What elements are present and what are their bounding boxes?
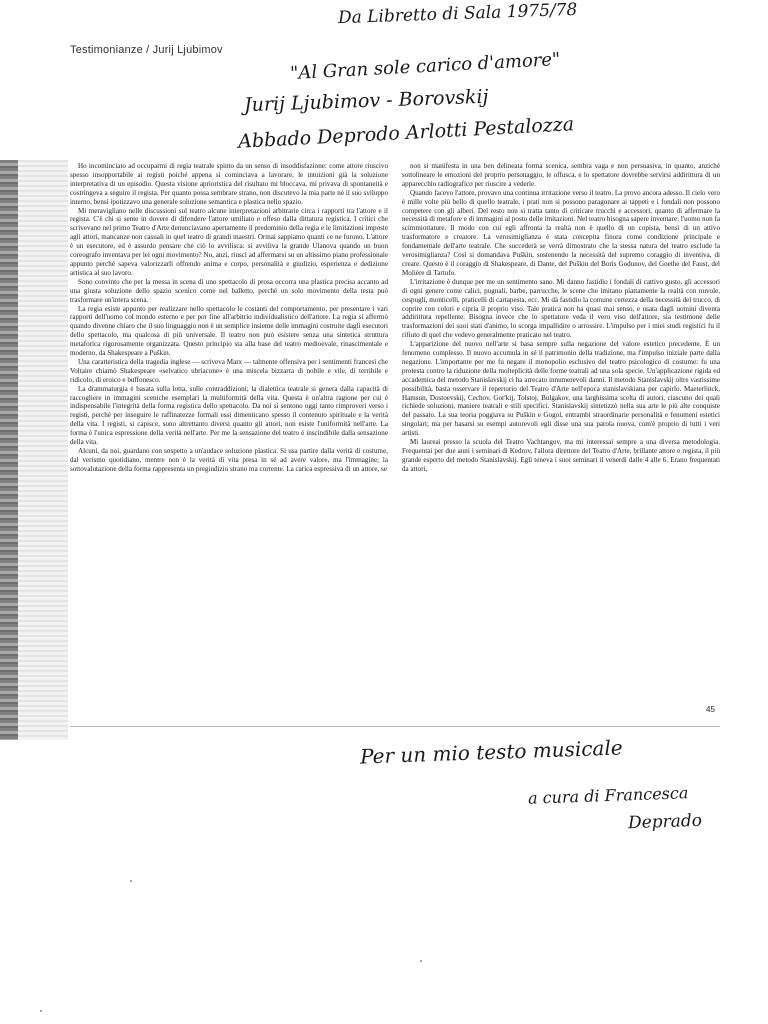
- article-column-right: [402, 162, 720, 474]
- handwritten-note-line2: a cura di Francesca: [527, 783, 689, 808]
- article-paragraph: L'apparizione del nuovo nell'arte si basa sempre sulla negazione del valore estetico precedente. È un fenomeno complesso. Il nuovo accumula in sé il patrimonio della tradizione, ma l'impulso iniziale parte dalla negazione. L'importante per me fu negare il monopolio esclusivo del teatro psicologico di costume: fu una protesta contro la riduzione della molteplicità delle forme teatrali ad una sola specie. Un'applicazione rigida ed accademica del metodo Stanislavskij ci ha arrecato innumerevoli danni. Il metodo Stanislavskij oltre vastissime possibilità, basta osservare il repertorio del Teatro d'Arte nell'epoca stanislavskiana per capirlo. Maeterlinck, Hamsun, Dostoevskij, Cechov, Gor'kij, Tolstoj, Bulgakov, una larghissima scelta di autori, ciascuno dei quali richiede soluzioni, maniere teatrali e stili specifici. Stanislavskij sintetizzò nella sua arte le più alte conquiste del passato. La sua teoria poggiava su Puškin e Gogol, entrambi straordinarie personalità e fenomeni estetici singolari; ma per basarsi su esempi autorevoli egli disse una sua parola nuova, com'è proprio di tutti i veri artisti.: [402, 340, 720, 438]
- article-paragraph: Alcuni, da noi, guardano con sospetto a un'audace soluzione plastica. Si usa partire dalla verità di costume, dal verismo quotidiano, mentre non è la verità di vita presa in sé ad avere valore, ma l'immagine; la sottovalutazione della forma rappresenta un pregiudizio strano ma corrente. La carica espressiva di un attore, se: [70, 447, 388, 473]
- handwritten-dedication-authors: Jurij Ljubimov - Borovskij: [243, 85, 489, 117]
- article-paragraph: Mi meravigliano nelle discussioni sul teatro alcune interpretazioni arbitrarie circa i rapporti tra l'attore e il regista. C'è chi si sente in dovere di difendere l'attore umiliato e offeso dalla dittatura registica. I critici che scrivevano nel primo Teatro d'Arte denunciavano apertamente il predominio della regia e le limitazioni imposte agli attori, mancanze non casuali in quel teatro di grandi maestri. Ormai sappiamo quanti ce ne furono. L'attore è un esecutore, ed è assurdo pensare che ciò lo avvilisca: si avviliva la grande Ulanova quando un buon coreografo inventava per lei ogni movimento? No, anzi, riuscì ad affermarsi su un altissimo piano professionale appunto perché sapeva valorizzarli offrendo anima e corpo, personalità e giudizio, esperienza e dedizione artistica al suo lavoro.: [70, 206, 388, 277]
- article-paragraph: La drammaturgia è basata sulla lotta, sulle contraddizioni; la dialettica teatrale si genera dalla capacità di raccogliere in immagini sceniche esemplari la multiformità della vita. Questa è un'altra ragione per cui è indispensabile l'integrità della forma registica dello spettacolo. Da noi si sentono oggi tanto rimproveri verso i registi, perché per inseguire le raffinatezze formali essi dimenticano spesso il contenuto spirituale e la verità della vita. I registi, si capisce, sono altrettanto diversi quanto gli attori, non esiste l'uniformità nell'arte. La forma è l'unica espressione della verità nell'arte. Per me la sensazione del teatro è inscindibile dalla sensazione della vita.: [70, 384, 388, 447]
- handwritten-note-line3: Deprado: [627, 810, 703, 834]
- article-paragraph: La regia esiste appunto per realizzare nello spettacolo le costanti del comportamento, per presentare i vari rapporti dell'uomo col mondo esterno e per por fine all'arbitrio individualistico dell'attore. La regia si affermò quando divenne chiaro che il suo linguaggio non è un semplice insieme delle immagini costruite dagli esecutori dello spettacolo, ma qualcosa di più universale. Il teatro non può esistere senza una sintetica struttura metaforica rigorosamente organizzata. Questo principio sta alla base del teatro medioevale, rinascimentale e moderno, da Shakespeare a Puškin.: [70, 304, 388, 358]
- handwritten-source-note: Da Libretto di Sala 1975/78: [337, 0, 578, 29]
- scan-speck: [40, 1010, 42, 1012]
- scan-edge-noise: [18, 160, 68, 740]
- scan-edge-shadow: [0, 160, 18, 740]
- article-paragraph: non si manifesta in una ben delineata forma scenica, sembra vaga e non persuasiva, in quanto, anziché sottolineare le emozioni del proprio personaggio, le offusca, e lo spettatore dovrebbe servirsi addirittura di un apparecchio radiografico per riuscire a vederle.: [402, 162, 720, 188]
- article-paragraph: Una caratteristica della tragedia inglese — scriveva Marx — talmente offensiva per i sentimenti francesi che Voltaire chiamò Shakespeare «selvatico ubriacone» è una miscela bizzarra di nobile e vile, di terribile e ridicolo, di eroico e buffonesco.: [70, 357, 388, 384]
- clipping-edge: [70, 726, 720, 727]
- section-header: Testimonianze / Jurij Ljubimov: [70, 44, 223, 56]
- article-paragraph: Quando facevo l'attore, provavo una continua irritazione verso il teatro. La provo ancora adesso. Il cielo vero è mille volte più bello di quello teatrale, i prati non si possono paragonare ai tappeti e i fondali non possono competere con gli alberi. Del resto non si tratta tanto di criticare trucchi e accessori, quanto di affermare la necessità di metafore e di immagini al posto delle imitazioni. Nel teatro bisogna sapere inventare: l'uomo non fa scimmiottature. Il modo con cui egli affronta la realtà non è quello di un copista, bensì di un attivo trasformatore e creatore. La verosimiglianza è stata concepita finora come condizione principale e fondamentale dell'arte teatrale. Che succederà se verrà dimostrato che la stessa natura del teatro esclude la verosimiglianza? Così si domandava Puškin, sostenendo la necessità del supremo coraggio di inventiva, di creare. Questo è il coraggio di Shakespeare, di Dante, del Puškin del Boris Godunov, del Goethe del Faust, del Molière di Tartufo.: [402, 188, 720, 277]
- article-paragraph: Mi laureai presso la scuola del Teatro Vachtangov, ma mi interessai sempre a una diversa metodologia. Frequentai per due anni i seminari di Kedrov, l'allora direttore del Teatro d'Arte, brillante attore e regista, il più grande esperto del metodo Stanislavskij. Egli teneva i suoi seminari il venerdì dalle 4 alle 6. Erano frequentati da attori,: [402, 438, 720, 473]
- handwritten-note-line1: Per un mio testo musicale: [359, 735, 623, 769]
- handwritten-dedication-names: Abbado Deprodo Arlotti Pestalozza: [237, 113, 575, 153]
- scan-speck: [420, 960, 422, 962]
- article-paragraph: Sono convinto che per la messa in scena di uno spettacolo di prosa occorra una plastica precisa accanto ad una giusta soluzione dello spazio scenico come nel balletto, perché un solo movimento della testa può trasformare un'intera scena.: [70, 277, 388, 304]
- scan-speck: [130, 880, 132, 882]
- handwritten-dedication-title: "Al Gran sole carico d'amore": [289, 48, 561, 85]
- article-column-left: [70, 162, 388, 474]
- page-number: 45: [706, 705, 715, 714]
- article-paragraph: Ho incominciato ad occuparmi di regia teatrale spinto da un senso di insoddisfazione: come attore riuscivo spesso insopportabile ai registi poiché appena si cominciava a lavorare, le intuizioni già la soluzione interpretativa di un episodio. Questa visione aprioristica del risultato mi bloccava, mi privava di spontaneità e costringeva a seguire il regista. Per quanto possa sembrare strano, non discutevo la mia parte nè il suo sviluppo interno, bensì ipotizzavo una generale soluzione semantica e plastica nello spazio.: [70, 162, 388, 206]
- article-paragraph: L'irritazione è dunque per me un sentimento sano. Mi danno fastidio i fondali di cattivo gusto, gli accessori di ogni genere come calici, pugnali, barbe, parrucche, le scene che imitano piattamente la realtà con nuvole, cespugli, monticelli, praticelli di cartapesta, ecc. Mi dà fastidio la comune certezza della necessità del trucco, di coprire con colori e cipria il proprio viso. Tale pratica non ha quasi mai senso, e usata dagli uomini diventa addirittura repellente. Bisogna invece che lo spettatore veda il vero viso dell'attore, sia testimone delle trasformazioni dei suoi stati d'animo, lo scorga impallidire o arrossire. L'impulso per i miei studi registici fu il rifiuto di quel che vedevo generalmente praticato nel teatro.: [402, 277, 720, 340]
